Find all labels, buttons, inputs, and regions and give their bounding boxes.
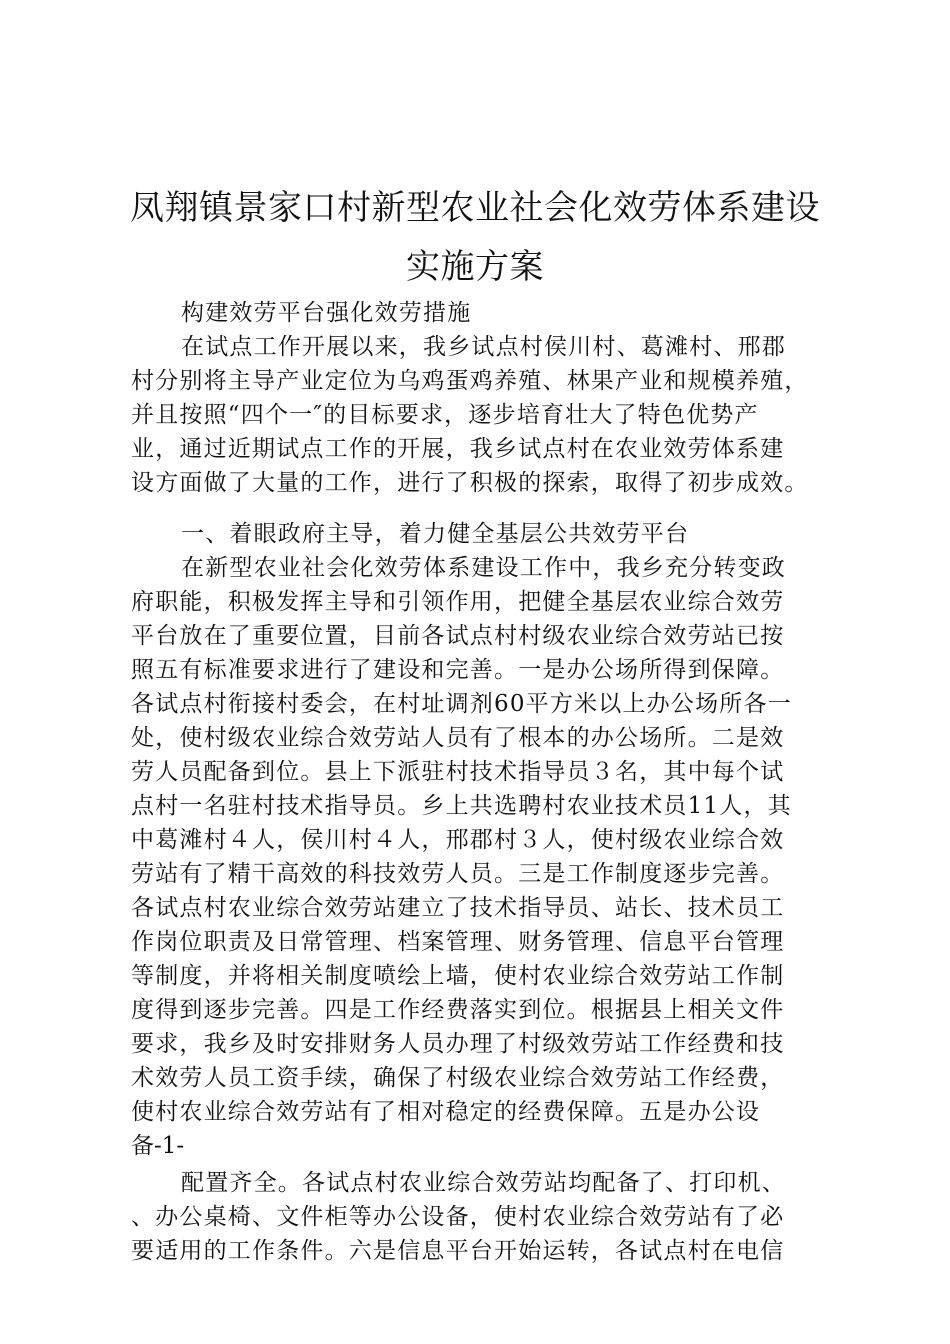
paragraph-line: 要求，我乡及时安排财务人员办理了村级效劳站工作经费和技 [131, 1031, 785, 1057]
paragraph-line: 点村一名驻村技术指导员。乡上共选聘村农业技术员11人，其 [131, 793, 792, 819]
paragraph-line: 并且按照“四个一″的目标要求，逐步培育壮大了特色优势产 [131, 402, 759, 428]
paragraph-line: 度得到逐步完善。四是工作经费落实到位。根据县上相关文件 [131, 997, 785, 1023]
paragraph-line: 等制度，并将相关制度喷绘上墙，使村农业综合效劳站工作制 [131, 963, 785, 989]
document-subtitle: 构建效劳平台强化效劳措施 [181, 300, 472, 326]
paragraph-line: 照五有标准要求进行了建设和完善。一是办公场所得到保障。 [131, 657, 785, 683]
paragraph-line: 府职能，积极发挥主导和引领作用，把健全基层农业综合效劳 [131, 589, 785, 615]
paragraph-line: 村分别将主导产业定位为乌鸡蛋鸡养殖、林果产业和规模养殖， [131, 368, 809, 394]
document-title-line-1: 凤翔镇景家口村新型农业社会化效劳体系建设 [130, 188, 820, 228]
paragraph-line: 各试点村衔接村委会，在村址调剂60平方米以上办公场所各一 [131, 691, 792, 717]
paragraph-line: 劳人员配备到位。县上下派驻村技术指导员３名，其中每个试 [131, 759, 785, 785]
section-heading: 一、着眼政府主导，着力健全基层公共效劳平台 [181, 521, 690, 547]
paragraph-line: 劳站有了精干高效的科技效劳人员。三是工作制度逐步完善。 [131, 861, 785, 887]
paragraph-line: 在新型农业社会化效劳体系建设工作中，我乡充分转变政 [181, 555, 786, 581]
paragraph-line: 平台放在了重要位置，目前各试点村村级农业综合效劳站已按 [131, 623, 785, 649]
paragraph-line: 要适用的工作条件。六是信息平台开始运转，各试点村在电信 [131, 1238, 785, 1264]
paragraph-line: 使村农业综合效劳站有了相对稳定的经费保障。五是办公设 [131, 1099, 761, 1125]
paragraph-line: 、办公桌椅、文件柜等办公设备，使村农业综合效劳站有了必 [131, 1204, 785, 1230]
paragraph-line: 在试点工作开展以来，我乡试点村侯川村、葛滩村、邢郡 [181, 334, 786, 360]
paragraph-line: 配置齐全。各试点村农业综合效劳站均配备了、打印机、 [181, 1170, 786, 1196]
paragraph-line: 业，通过近期试点工作的开展，我乡试点村在农业效劳体系建 [131, 436, 785, 462]
paragraph-line: 处，使村级农业综合效劳站人员有了根本的办公场所。二是效 [131, 725, 785, 751]
paragraph-line: 设方面做了大量的工作，进行了积极的探索，取得了初步成效。 [131, 470, 809, 496]
document-title-line-2: 实施方案 [406, 247, 544, 287]
paragraph-line: 术效劳人员工资手续，确保了村级农业综合效劳站工作经费， [131, 1065, 785, 1091]
paragraph-line: 作岗位职责及日常管理、档案管理、财务管理、信息平台管理 [131, 929, 785, 955]
paragraph-line: 各试点村农业综合效劳站建立了技术指导员、站长、技术员工 [131, 895, 785, 921]
paragraph-line: 中葛滩村４人，侯川村４人，邢郡村３人，使村级农业综合效 [131, 827, 785, 853]
page-break-marker: 备-1- [131, 1133, 185, 1159]
